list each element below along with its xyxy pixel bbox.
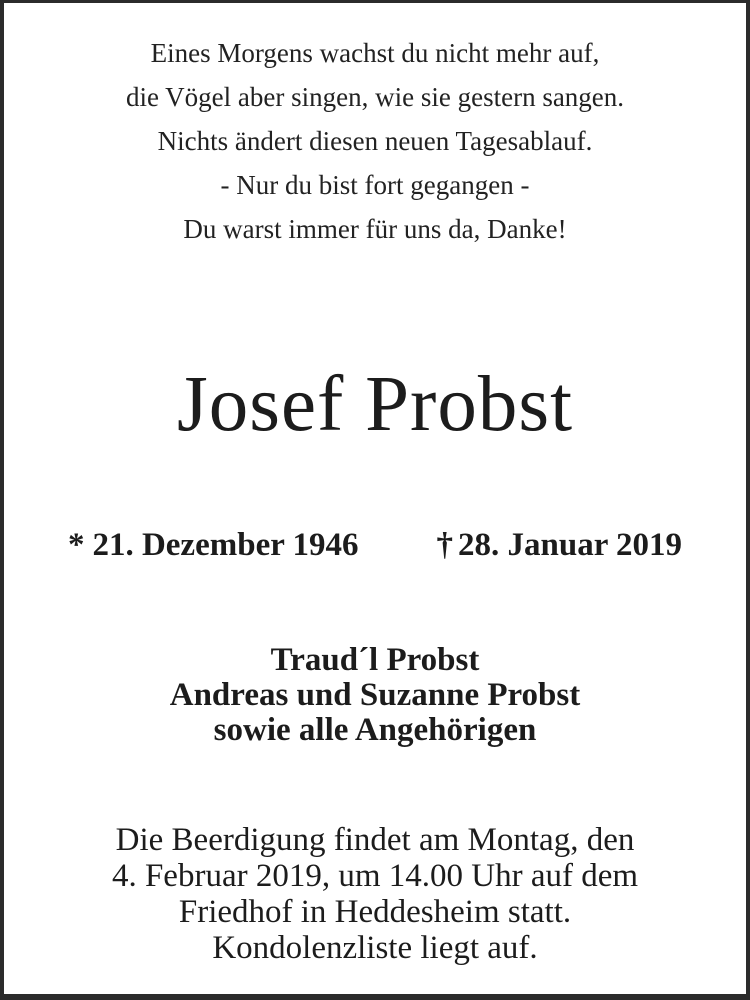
- mourner-line: Andreas und Suzanne Probst: [169, 677, 581, 713]
- poem-line: Du warst immer für uns da, Danke!: [183, 214, 567, 244]
- death-date: [437, 525, 683, 565]
- funeral-line: Kondolenzliste liegt auf.: [212, 930, 538, 966]
- funeral-line: Die Beerdigung findet am Montag, den: [115, 822, 635, 858]
- deceased-name: Josef Probst: [176, 361, 574, 448]
- mourners-list: [4, 643, 746, 748]
- funeral-line: 4. Februar 2019, um 14.00 Uhr auf dem: [111, 858, 639, 894]
- birth-date: [68, 525, 359, 565]
- poem-line: Eines Morgens wachst du nicht mehr auf,: [150, 38, 600, 68]
- mourner-line: Traud´l Probst: [270, 642, 480, 678]
- funeral-information: [4, 822, 746, 966]
- poem-line: Nichts ändert diesen neuen Tagesablauf.: [157, 126, 593, 156]
- poem-line: die Vögel aber singen, wie sie gestern sangen.: [125, 82, 625, 112]
- funeral-line: Friedhof in Heddesheim statt.: [178, 894, 572, 930]
- mourner-line: sowie alle Angehörigen: [213, 712, 537, 748]
- memorial-poem: [4, 31, 746, 251]
- born-symbol: *: [67, 527, 85, 563]
- death-date-text: 28. Januar 2019: [458, 527, 683, 563]
- poem-line: - Nur du bist fort gegangen -: [220, 170, 530, 200]
- life-dates: [4, 525, 746, 565]
- birth-date-text: 21. Dezember 1946: [92, 527, 359, 563]
- died-cross-symbol: †: [436, 527, 454, 563]
